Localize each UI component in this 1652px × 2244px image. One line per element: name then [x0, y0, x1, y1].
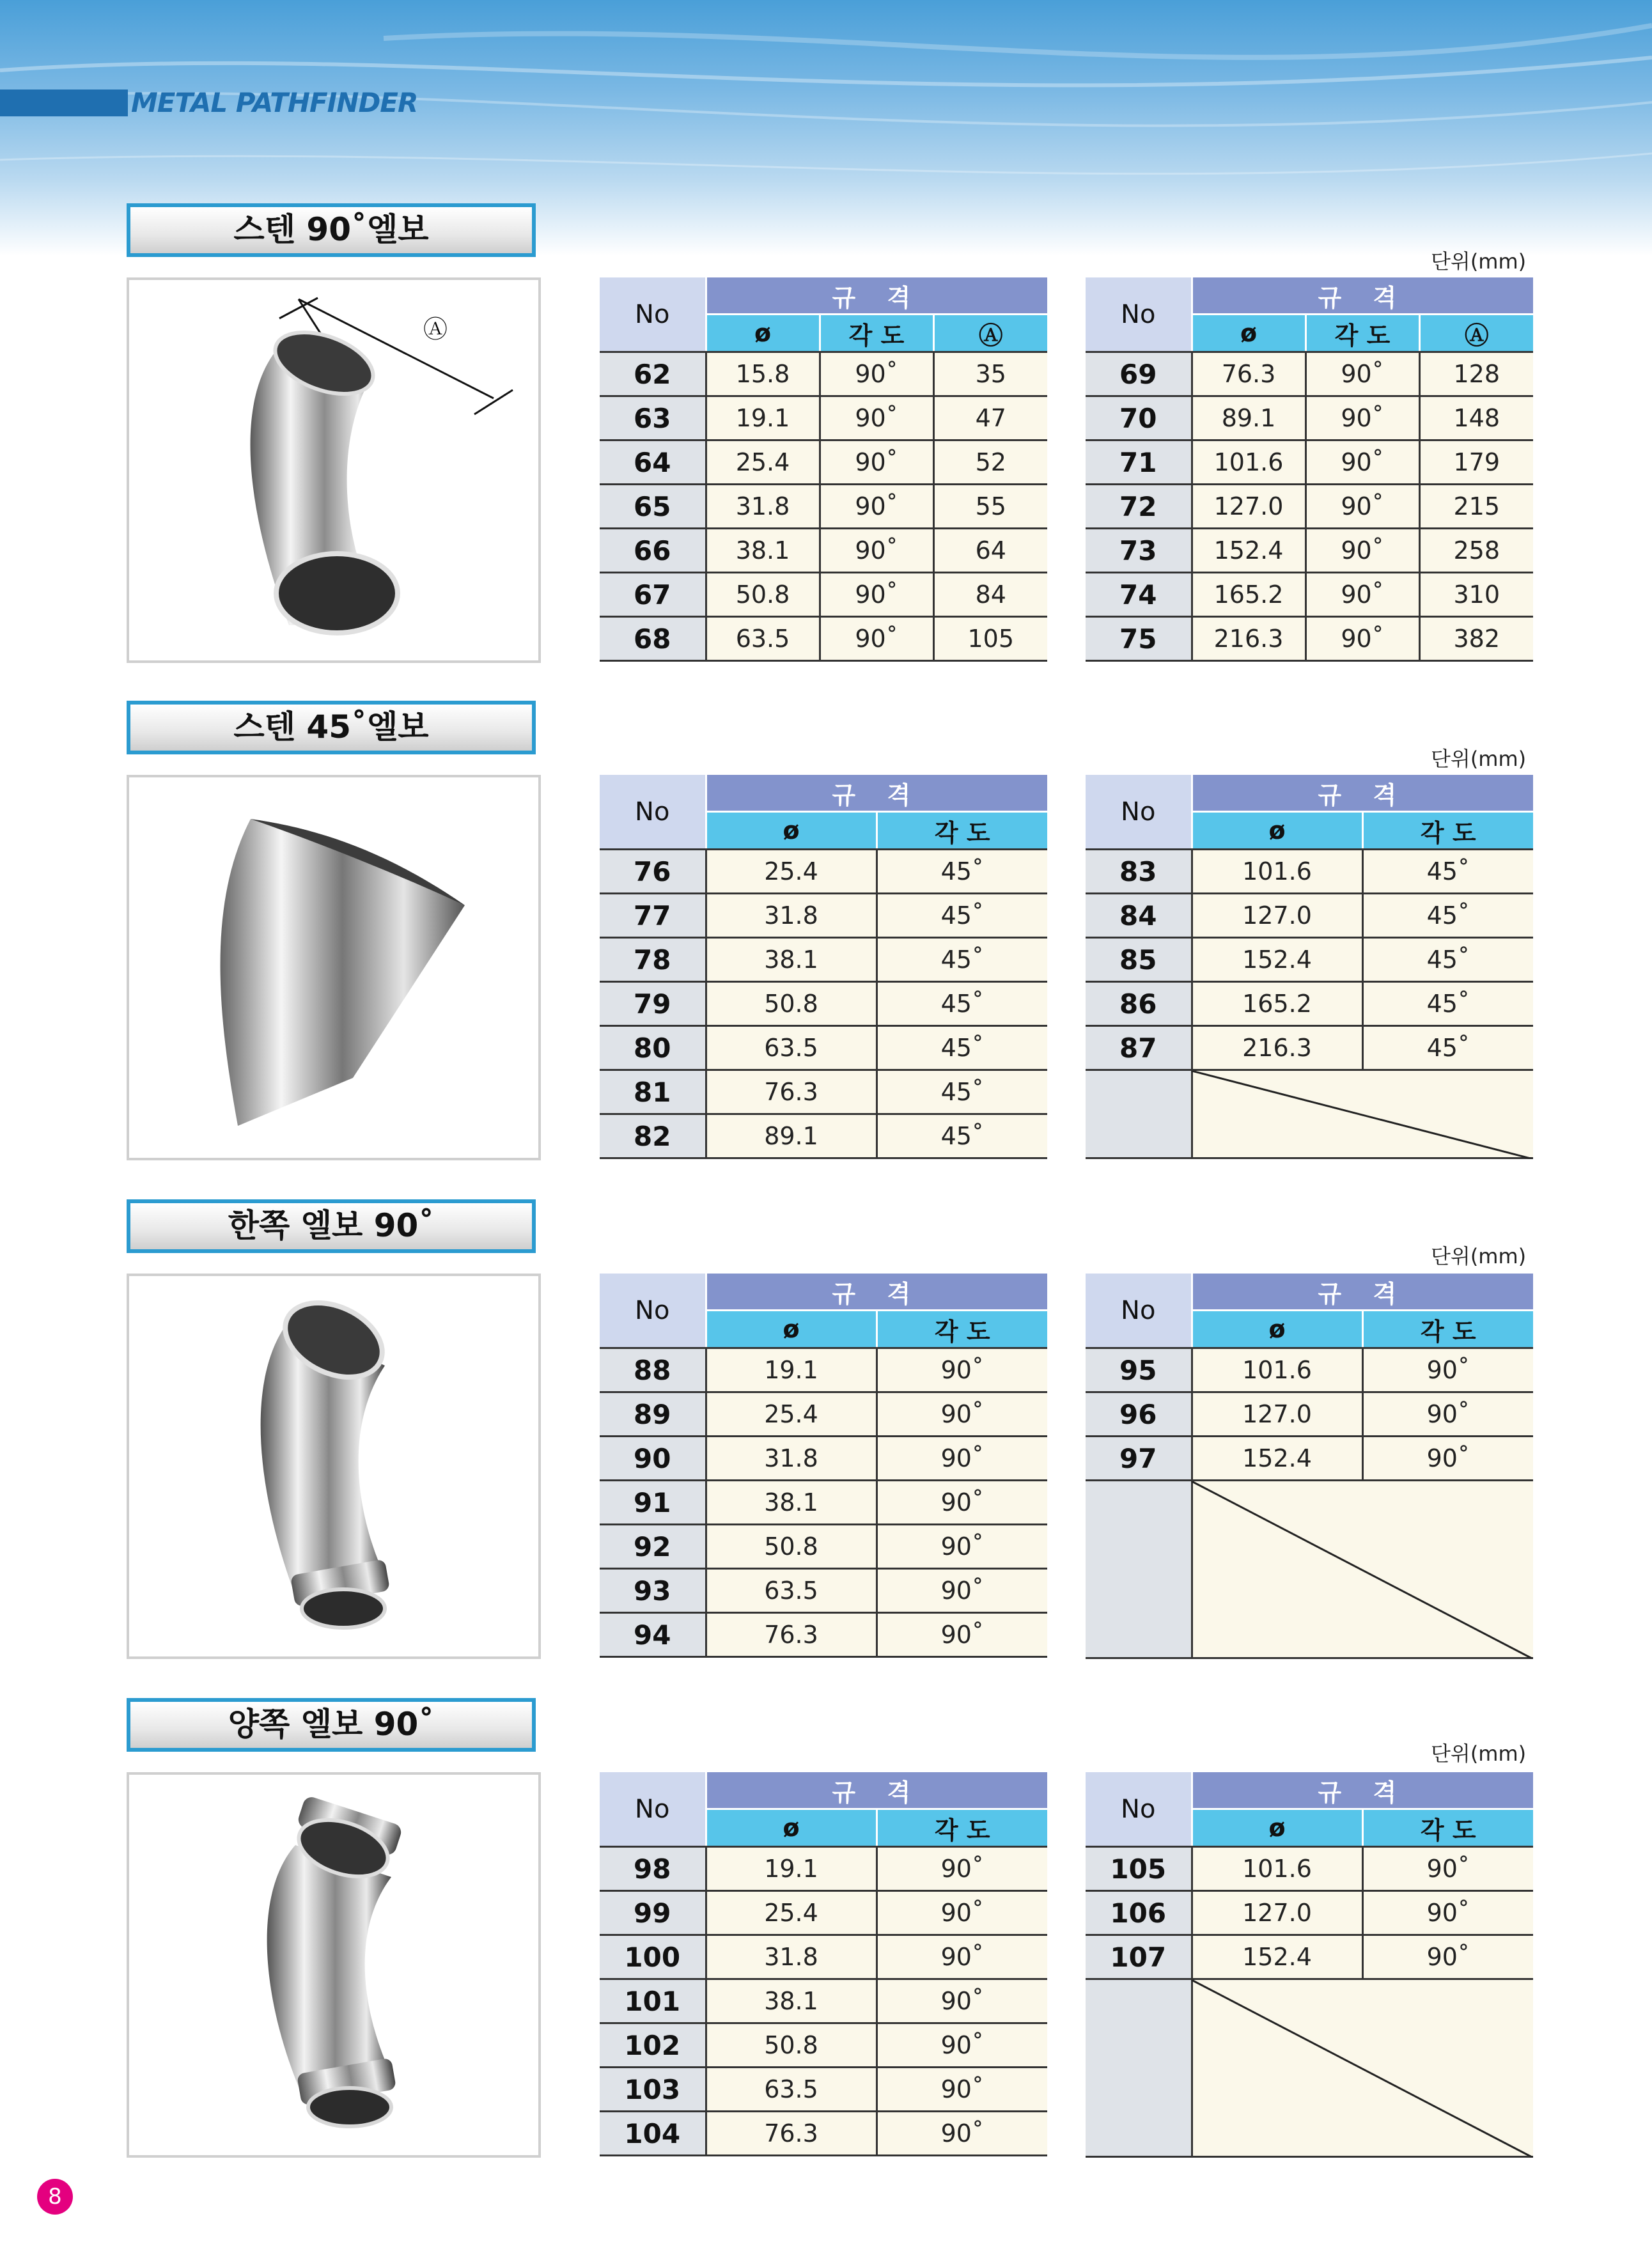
- cell-angle: 45˚: [877, 1026, 1047, 1070]
- cell-angle: 45˚: [877, 938, 1047, 982]
- cell-diameter: 38.1: [706, 1979, 877, 2023]
- cell-no: 76: [600, 850, 706, 894]
- cell-angle: 90˚: [877, 1569, 1047, 1613]
- table-row: [1086, 982, 1533, 1026]
- header-spec: 규 격: [706, 775, 1047, 812]
- empty-cell-diagonal: [1192, 1481, 1533, 1659]
- brand-name: METAL PATHFINDER: [131, 87, 418, 118]
- table-row: [600, 1613, 1047, 1657]
- cell-diameter: 31.8: [706, 1935, 877, 1979]
- header-angle: 각 도: [1305, 315, 1419, 352]
- cell-diameter: 50.8: [706, 573, 820, 617]
- header-angle: 각 도: [820, 315, 933, 352]
- header-angle: 각 도: [877, 812, 1047, 850]
- header-phi: ø: [706, 1809, 877, 1847]
- cell-diameter: 152.4: [1192, 938, 1362, 982]
- unit-label: 단위(mm): [1431, 249, 1527, 274]
- header-phi: ø: [706, 315, 820, 352]
- cell-angle: 90˚: [1305, 485, 1419, 529]
- section-title-both-side-elbow: 양쪽 엘보 90˚: [127, 1698, 536, 1752]
- header-phi: ø: [1192, 812, 1362, 850]
- header-spec: 규 격: [1192, 1772, 1533, 1809]
- table-row: [600, 617, 1047, 661]
- cell-diameter: 38.1: [706, 938, 877, 982]
- cell-no: 91: [600, 1481, 706, 1525]
- cell-no: 96: [1086, 1392, 1192, 1437]
- cell-angle: 90˚: [877, 1392, 1047, 1437]
- header-phi: ø: [1192, 1809, 1362, 1847]
- table-row: [600, 2112, 1047, 2156]
- cell-angle: 90˚: [1362, 1392, 1533, 1437]
- cell-diameter: 127.0: [1192, 485, 1305, 529]
- header-angle: 각 도: [877, 1311, 1047, 1348]
- cell-no: 69: [1086, 352, 1192, 396]
- cell-no: 104: [600, 2112, 706, 2156]
- cell-angle: 90˚: [877, 2112, 1047, 2156]
- table-row: [1086, 352, 1533, 396]
- header-spec: 규 격: [706, 1274, 1047, 1311]
- table-row: [600, 1114, 1047, 1158]
- cell-angle: 90˚: [820, 352, 933, 396]
- unit-label: 단위(mm): [1431, 747, 1527, 771]
- table-row: [1086, 485, 1533, 529]
- cell-angle: 90˚: [820, 485, 933, 529]
- cell-diameter: 89.1: [1192, 396, 1305, 440]
- dimension-a-label: Ⓐ: [423, 315, 448, 343]
- cell-diameter: 63.5: [706, 1026, 877, 1070]
- cell-angle: 90˚: [820, 529, 933, 573]
- cell-angle: 90˚: [1362, 1847, 1533, 1891]
- cell-no: 65: [600, 485, 706, 529]
- header-phi: ø: [1192, 315, 1305, 352]
- table-row: [600, 1847, 1047, 1891]
- table-row: [600, 1569, 1047, 1613]
- table-row: [600, 2068, 1047, 2112]
- cell-diameter: 101.6: [1192, 850, 1362, 894]
- cell-diameter: 25.4: [706, 440, 820, 485]
- header-spec: 규 격: [706, 1772, 1047, 1809]
- table-row: [600, 1026, 1047, 1070]
- cell-diameter: 101.6: [1192, 1847, 1362, 1891]
- cell-diameter: 76.3: [706, 1613, 877, 1657]
- cell-angle: 90˚: [1362, 1437, 1533, 1481]
- table-row: [600, 2023, 1047, 2068]
- cell-no: 87: [1086, 1026, 1192, 1070]
- product-image-90-elbow: [127, 277, 541, 663]
- cell-diameter: 101.6: [1192, 1348, 1362, 1392]
- spec-table-both-side-left: [600, 1772, 1047, 2156]
- cell-diameter: 25.4: [706, 1891, 877, 1935]
- cell-angle: 90˚: [877, 1847, 1047, 1891]
- header-angle: 각 도: [1362, 812, 1533, 850]
- header-phi: ø: [706, 812, 877, 850]
- cell-no: 98: [600, 1847, 706, 1891]
- table-row: [600, 1935, 1047, 1979]
- table-row: [600, 982, 1047, 1026]
- cell-no: 102: [600, 2023, 706, 2068]
- header-no: No: [1086, 775, 1192, 850]
- cell-no: 88: [600, 1348, 706, 1392]
- cell-angle: 45˚: [877, 1114, 1047, 1158]
- cell-diameter: 76.3: [1192, 352, 1305, 396]
- table-row: [600, 1481, 1047, 1525]
- cell-length-a: 35: [933, 352, 1047, 396]
- cell-angle: 90˚: [877, 1935, 1047, 1979]
- cell-diameter: 76.3: [706, 1070, 877, 1114]
- cell-diameter: 19.1: [706, 1348, 877, 1392]
- product-image-one-side-elbow: [127, 1274, 541, 1659]
- cell-diameter: 152.4: [1192, 1935, 1362, 1979]
- cell-angle: 90˚: [1305, 617, 1419, 661]
- cell-no: 103: [600, 2068, 706, 2112]
- table-row: [1086, 894, 1533, 938]
- table-row: [1086, 1935, 1533, 1979]
- cell-angle: 90˚: [1362, 1935, 1533, 1979]
- header-phi: ø: [706, 1311, 877, 1348]
- cell-length-a: 310: [1419, 573, 1533, 617]
- cell-diameter: 25.4: [706, 850, 877, 894]
- cell-diameter: 31.8: [706, 894, 877, 938]
- cell-angle: 90˚: [1362, 1348, 1533, 1392]
- cell-angle: 90˚: [820, 396, 933, 440]
- cell-no: 81: [600, 1070, 706, 1114]
- cell-no: 89: [600, 1392, 706, 1437]
- cell-angle: 45˚: [877, 1070, 1047, 1114]
- cell-diameter: 25.4: [706, 1392, 877, 1437]
- header-angle: 각 도: [1362, 1809, 1533, 1847]
- cell-angle: 90˚: [877, 1437, 1047, 1481]
- cell-angle: 90˚: [1362, 1891, 1533, 1935]
- cell-diameter: 76.3: [706, 2112, 877, 2156]
- header-spec: 규 격: [1192, 1274, 1533, 1311]
- cell-no: 83: [1086, 850, 1192, 894]
- cell-diameter: 50.8: [706, 2023, 877, 2068]
- header-no: No: [1086, 1274, 1192, 1348]
- table-row: [1086, 1847, 1533, 1891]
- product-image-45-elbow: [127, 775, 541, 1160]
- cell-angle: 45˚: [1362, 938, 1533, 982]
- cell-angle: 90˚: [1305, 352, 1419, 396]
- cell-diameter: 50.8: [706, 982, 877, 1026]
- cell-no: 93: [600, 1569, 706, 1613]
- cell-angle: 90˚: [877, 1481, 1047, 1525]
- cell-diameter: 50.8: [706, 1525, 877, 1569]
- table-row: [1086, 617, 1533, 661]
- cell-length-a: 52: [933, 440, 1047, 485]
- cell-angle: 90˚: [1305, 529, 1419, 573]
- spec-table-one-side-left: [600, 1274, 1047, 1658]
- cell-no: 86: [1086, 982, 1192, 1026]
- cell-no: 77: [600, 894, 706, 938]
- cell-diameter: 31.8: [706, 1437, 877, 1481]
- table-row: [600, 1891, 1047, 1935]
- table-row: [1086, 1891, 1533, 1935]
- cell-diameter: 152.4: [1192, 1437, 1362, 1481]
- header-a: Ⓐ: [933, 315, 1047, 352]
- cell-length-a: 55: [933, 485, 1047, 529]
- cell-no: 90: [600, 1437, 706, 1481]
- cell-length-a: 215: [1419, 485, 1533, 529]
- header-angle: 각 도: [877, 1809, 1047, 1847]
- cell-no: 62: [600, 352, 706, 396]
- cell-length-a: 84: [933, 573, 1047, 617]
- table-row: [600, 485, 1047, 529]
- table-row: [600, 1525, 1047, 1569]
- table-row: [1086, 573, 1533, 617]
- cell-diameter: 38.1: [706, 1481, 877, 1525]
- cell-angle: 90˚: [820, 617, 933, 661]
- header-spec: 규 격: [706, 277, 1047, 315]
- header-phi: ø: [1192, 1311, 1362, 1348]
- cell-diameter: 127.0: [1192, 894, 1362, 938]
- cell-no: 107: [1086, 1935, 1192, 1979]
- cell-length-a: 148: [1419, 396, 1533, 440]
- section-title-90-elbow: 스텐 90˚엘보: [127, 203, 536, 257]
- cell-no: 100: [600, 1935, 706, 1979]
- table-row: [1086, 396, 1533, 440]
- table-row: [600, 1979, 1047, 2023]
- cell-no: 63: [600, 396, 706, 440]
- table-row: [600, 529, 1047, 573]
- cell-diameter: 165.2: [1192, 982, 1362, 1026]
- cell-angle: 90˚: [877, 1891, 1047, 1935]
- cell-length-a: 128: [1419, 352, 1533, 396]
- table-row: [1086, 440, 1533, 485]
- header-no: No: [600, 1772, 706, 1847]
- table-row: [1086, 1348, 1533, 1392]
- cell-diameter: 101.6: [1192, 440, 1305, 485]
- cell-no: 106: [1086, 1891, 1192, 1935]
- cell-angle: 90˚: [877, 1525, 1047, 1569]
- spec-table-45-elbow-left: [600, 775, 1047, 1159]
- unit-label: 단위(mm): [1431, 1741, 1527, 1766]
- cell-diameter: 216.3: [1192, 617, 1305, 661]
- cell-angle: 90˚: [877, 1348, 1047, 1392]
- cell-diameter: 19.1: [706, 1847, 877, 1891]
- unit-label: 단위(mm): [1431, 1244, 1527, 1268]
- cell-no: 99: [600, 1891, 706, 1935]
- cell-length-a: 105: [933, 617, 1047, 661]
- cell-angle: 90˚: [877, 2023, 1047, 2068]
- page-number: 8: [37, 2179, 73, 2215]
- cell-no: 79: [600, 982, 706, 1026]
- cell-angle: 45˚: [1362, 1026, 1533, 1070]
- cell-diameter: 19.1: [706, 396, 820, 440]
- table-row: [1086, 1437, 1533, 1481]
- cell-length-a: 258: [1419, 529, 1533, 573]
- cell-no: 67: [600, 573, 706, 617]
- cell-diameter: 63.5: [706, 1569, 877, 1613]
- cell-no: 80: [600, 1026, 706, 1070]
- header-a: Ⓐ: [1419, 315, 1533, 352]
- cell-diameter: 63.5: [706, 617, 820, 661]
- cell-length-a: 179: [1419, 440, 1533, 485]
- cell-no: 66: [600, 529, 706, 573]
- table-row: [600, 894, 1047, 938]
- cell-no: 92: [600, 1525, 706, 1569]
- brand-bar: [0, 90, 128, 116]
- header-angle: 각 도: [1362, 1311, 1533, 1348]
- table-row: [600, 938, 1047, 982]
- cell-no: 94: [600, 1613, 706, 1657]
- table-row: [1086, 1026, 1533, 1070]
- cell-diameter: 165.2: [1192, 573, 1305, 617]
- cell-angle: 90˚: [1305, 396, 1419, 440]
- table-row: [600, 850, 1047, 894]
- cell-length-a: 64: [933, 529, 1047, 573]
- cell-angle: 90˚: [877, 1613, 1047, 1657]
- cell-diameter: 127.0: [1192, 1891, 1362, 1935]
- header-spec: 규 격: [1192, 277, 1533, 315]
- cell-no: 85: [1086, 938, 1192, 982]
- table-row: [600, 1437, 1047, 1481]
- cell-no: 64: [600, 440, 706, 485]
- table-row: [1086, 1392, 1533, 1437]
- spec-table-90-elbow-right: [1086, 277, 1533, 662]
- cell-diameter: 63.5: [706, 2068, 877, 2112]
- cell-angle: 45˚: [877, 894, 1047, 938]
- header-no: No: [600, 1274, 706, 1348]
- header-no: No: [600, 775, 706, 850]
- header-no: No: [1086, 1772, 1192, 1847]
- cell-no: 101: [600, 1979, 706, 2023]
- section-title-one-side-elbow: 한쪽 엘보 90˚: [127, 1199, 536, 1253]
- table-row: [600, 573, 1047, 617]
- table-row: [600, 1070, 1047, 1114]
- cell-angle: 90˚: [820, 573, 933, 617]
- table-row: [600, 1348, 1047, 1392]
- table-row: [1086, 850, 1533, 894]
- cell-diameter: 152.4: [1192, 529, 1305, 573]
- table-row: [1086, 529, 1533, 573]
- cell-angle: 90˚: [877, 2068, 1047, 2112]
- empty-cell-diagonal: [1192, 1980, 1533, 2158]
- cell-no: 78: [600, 938, 706, 982]
- cell-no: 71: [1086, 440, 1192, 485]
- table-row: [600, 396, 1047, 440]
- spec-table-90-elbow-left: [600, 277, 1047, 662]
- table-row: [1086, 938, 1533, 982]
- cell-no: 84: [1086, 894, 1192, 938]
- cell-angle: 45˚: [877, 982, 1047, 1026]
- section-title-45-elbow: 스텐 45˚엘보: [127, 701, 536, 754]
- product-image-both-side-elbow: [127, 1772, 541, 2158]
- cell-diameter: 31.8: [706, 485, 820, 529]
- header-no: No: [600, 277, 706, 352]
- cell-diameter: 15.8: [706, 352, 820, 396]
- cell-angle: 90˚: [1305, 440, 1419, 485]
- cell-length-a: 47: [933, 396, 1047, 440]
- cell-diameter: 127.0: [1192, 1392, 1362, 1437]
- cell-angle: 45˚: [1362, 982, 1533, 1026]
- table-row: [600, 352, 1047, 396]
- cell-angle: 45˚: [877, 850, 1047, 894]
- cell-no: 70: [1086, 396, 1192, 440]
- cell-no: 68: [600, 617, 706, 661]
- cell-no: 75: [1086, 617, 1192, 661]
- cell-diameter: 216.3: [1192, 1026, 1362, 1070]
- cell-angle: 90˚: [877, 1979, 1047, 2023]
- cell-angle: 45˚: [1362, 894, 1533, 938]
- header-no: No: [1086, 277, 1192, 352]
- header-spec: 규 격: [1192, 775, 1533, 812]
- cell-angle: 45˚: [1362, 850, 1533, 894]
- cell-diameter: 38.1: [706, 529, 820, 573]
- cell-no: 97: [1086, 1437, 1192, 1481]
- cell-no: 73: [1086, 529, 1192, 573]
- empty-cell-diagonal: [1192, 1071, 1533, 1159]
- table-row: [600, 440, 1047, 485]
- cell-length-a: 382: [1419, 617, 1533, 661]
- cell-angle: 90˚: [820, 440, 933, 485]
- cell-angle: 90˚: [1305, 573, 1419, 617]
- cell-no: 95: [1086, 1348, 1192, 1392]
- table-row: [600, 1392, 1047, 1437]
- cell-no: 82: [600, 1114, 706, 1158]
- cell-diameter: 89.1: [706, 1114, 877, 1158]
- cell-no: 72: [1086, 485, 1192, 529]
- cell-no: 74: [1086, 573, 1192, 617]
- cell-no: 105: [1086, 1847, 1192, 1891]
